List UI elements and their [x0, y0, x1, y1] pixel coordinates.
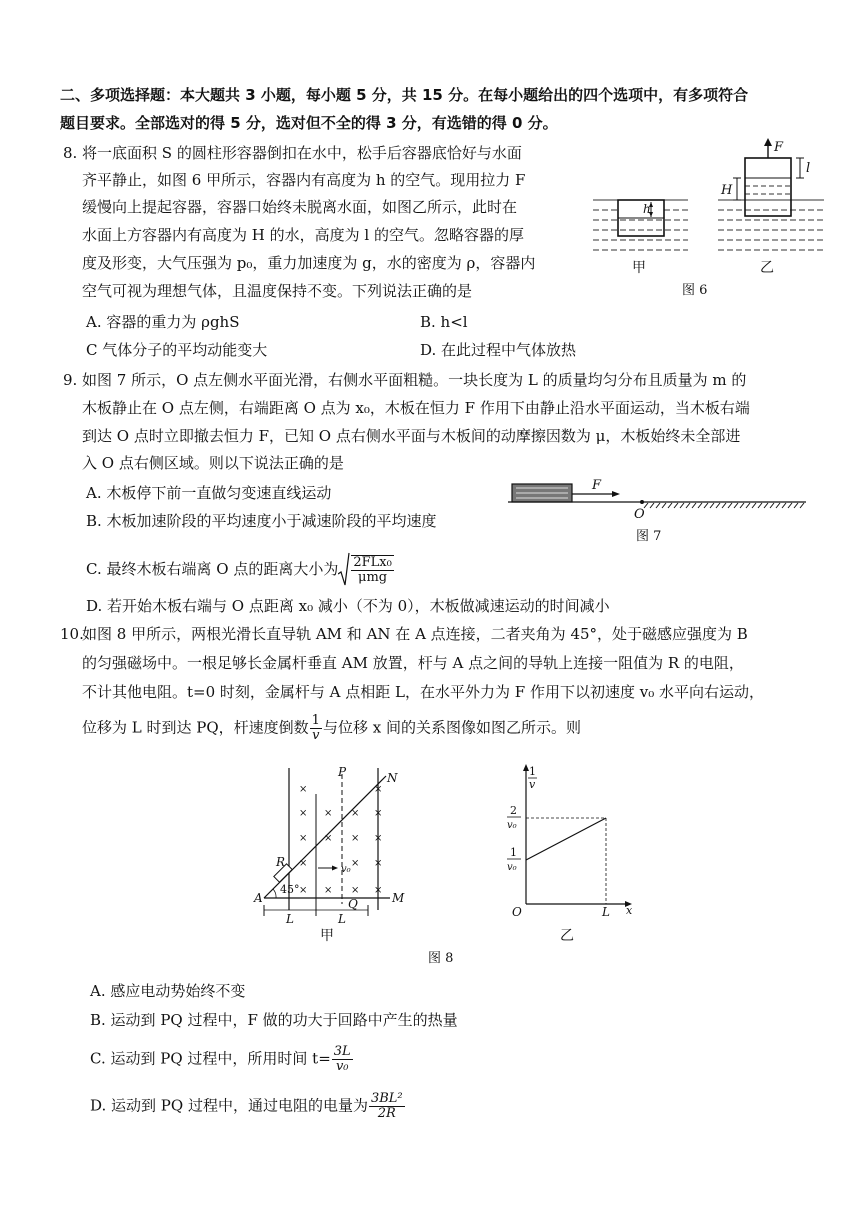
fig8-graph-tick2-den: v₀ — [507, 820, 517, 831]
svg-text:×: × — [351, 833, 360, 844]
fig8-v0-label: v₀ — [341, 864, 351, 875]
q8-line2: 齐平静止，如图 6 甲所示，容器内有高度为 h 的空气。现用拉力 F — [82, 171, 526, 189]
fig6-right-water — [718, 186, 824, 250]
fig8-M-label: M — [392, 891, 405, 905]
q10-line4-end: 与位移 x 间的关系图像如图乙所示。则 — [322, 718, 581, 737]
q10-option-d — [90, 1092, 406, 1121]
svg-text:×: × — [351, 858, 360, 869]
q9-option-c-numerator: 2FLx₀ — [353, 555, 392, 570]
fig8-field-crosses — [299, 784, 382, 896]
q10-option-d-numerator: 3BL² — [370, 1091, 403, 1106]
q10-option-c-denominator: v₀ — [335, 1059, 349, 1074]
q10-line3: 不计其他电阻。t=0 时刻，金属杆与 A 点相距 L，在水平外力为 F 作用下以初速度 v₀ 水平向右运动， — [82, 683, 764, 701]
fig8-graph-tick1-den: v₀ — [507, 862, 517, 873]
fig6-h-label: h — [643, 202, 651, 216]
section-header-line2: 题目要求。全部选对的得 5 分，选对但不全的得 3 分，有选错的得 0 分。 — [60, 114, 558, 132]
fig7-F-label: F — [592, 478, 602, 493]
q9-option-c-sqrt — [338, 552, 394, 588]
q9-line3: 到达 O 点时立即撤去恒力 F，已知 O 点右侧水平面与木板间的动摩擦因数为 μ，木板始终未全部进 — [82, 427, 741, 445]
figure-7 — [508, 476, 808, 546]
fig8-graph-xL: L — [602, 905, 610, 919]
q10-option-c-text: C. 运动到 PQ 过程中，所用时间 t= — [90, 1049, 331, 1068]
q10-option-d-denominator: 2R — [377, 1106, 396, 1121]
fig8-left-label: 甲 — [320, 928, 334, 944]
q9-number: 9. — [63, 371, 78, 389]
q8-option-c: C 气体分子的平均动能变大 — [86, 341, 268, 359]
q10-option-a: A. 感应电动势始终不变 — [90, 982, 246, 1000]
q10-line2: 的匀强磁场中。一根足够长金属杆垂直 AM 放置，杆与 A 点之间的导轨上连接一阻值为 R 的电阻， — [82, 654, 744, 672]
fig6-right-container — [745, 158, 791, 216]
fig8-angle-label: 45° — [280, 883, 300, 896]
q8-line3: 缓慢向上提起容器，容器口始终未脱离水面，如图乙所示，此时在 — [82, 198, 518, 216]
q10-option-c-numerator: 3L — [333, 1044, 351, 1059]
q8-option-b: B. h<l — [420, 313, 468, 331]
svg-text:×: × — [351, 885, 360, 896]
fig8-graph-ylabel-den: v — [529, 778, 536, 791]
fig8-graph-ylabel-num: 1 — [529, 765, 536, 778]
fig8-graph-tick1-num: 1 — [510, 846, 517, 859]
svg-text:×: × — [299, 784, 308, 795]
svg-text:×: × — [374, 885, 383, 896]
q10-frac-one: 1 — [311, 713, 320, 728]
svg-text:×: × — [299, 808, 308, 819]
svg-text:×: × — [374, 858, 383, 869]
fig6-left-label: 甲 — [632, 260, 646, 276]
q9-option-b: B. 木板加速阶段的平均速度小于减速阶段的平均速度 — [86, 512, 437, 530]
fig8-Q-label: Q — [348, 897, 358, 911]
fig8-graph-xlabel: x — [626, 904, 633, 917]
q9-option-d: D. 若开始木板右端与 O 点距离 x₀ 减小（不为 0），木板做减速运动的时间减小 — [86, 597, 610, 615]
svg-text:×: × — [299, 885, 308, 896]
fig6-H-label: H — [721, 183, 733, 198]
q8-option-d: D. 在此过程中气体放热 — [420, 341, 577, 359]
fig6-right-label: 乙 — [760, 260, 774, 276]
q9-option-c — [86, 552, 395, 588]
fig8-A-label: A — [254, 891, 263, 905]
fig7-point-O — [640, 500, 644, 504]
q9-line2: 木板静止在 O 点左侧，右端距离 O 点为 x₀，木板在恒力 F 作用下由静止沿水平面运动，当木板右端 — [82, 399, 750, 417]
fig8-N-label: N — [387, 771, 398, 785]
fig8-R-label: R — [276, 855, 286, 869]
q8-line5: 度及形变，大气压强为 p₀，重力加速度为 g，水的密度为 ρ，容器内 — [82, 254, 536, 272]
q10-option-c — [90, 1045, 354, 1074]
fig8-graph-origin: O — [512, 905, 522, 919]
fig8-L-label-1: L — [286, 912, 294, 926]
fig7-O-label: O — [634, 507, 645, 522]
svg-text:×: × — [374, 784, 383, 795]
fig6-caption: 图 6 — [682, 283, 708, 298]
svg-text:×: × — [351, 808, 360, 819]
fig8-right-label: 乙 — [560, 928, 574, 944]
fig8-graph-line — [526, 818, 606, 860]
q8-number: 8. — [63, 144, 78, 162]
q10-frac-v: v — [312, 728, 320, 743]
svg-text:×: × — [374, 808, 383, 819]
fig8-graph-tick2-num: 2 — [510, 804, 517, 817]
q9-option-c-text: C. 最终木板右端离 O 点的距离大小为 — [86, 560, 339, 578]
q8-option-a: A. 容器的重力为 ρghS — [86, 313, 240, 331]
q9-line4: 入 O 点右侧区域。则以下说法正确的是 — [82, 454, 344, 472]
q10-line1: 如图 8 甲所示，两根光滑长直导轨 AM 和 AN 在 A 点连接，二者夹角为 45°，处于磁感应强度为 B — [82, 625, 748, 643]
q10-option-d-text: D. 运动到 PQ 过程中，通过电阻的电量为 — [90, 1096, 368, 1115]
fig6-F-label: F — [774, 140, 784, 155]
q9-option-a: A. 木板停下前一直做匀变速直线运动 — [86, 484, 332, 502]
q8-line4: 水面上方容器内有高度为 H 的水，高度为 l 的空气。忽略容器的厚 — [82, 226, 524, 244]
q10-option-b: B. 运动到 PQ 过程中，F 做的功大于回路中产生的热量 — [90, 1011, 458, 1029]
fig7-caption: 图 7 — [636, 529, 662, 544]
svg-text:×: × — [299, 858, 308, 869]
q10-number: 10. — [60, 625, 84, 643]
svg-text:×: × — [324, 885, 333, 896]
fig8-caption: 图 8 — [428, 951, 454, 964]
svg-text:×: × — [324, 833, 333, 844]
svg-text:×: × — [324, 808, 333, 819]
q9-line1: 如图 7 所示，O 点左侧水平面光滑，右侧水平面粗糙。一块长度为 L 的质量均匀分布且质量为 m 的 — [82, 371, 747, 389]
section-header-line1: 二、多项选择题：本大题共 3 小题，每小题 5 分，共 15 分。在每小题给出的四个选项中，有多项符合 — [60, 86, 749, 104]
fig6-left-water — [593, 200, 688, 250]
svg-text:×: × — [374, 833, 383, 844]
fig6-l-label: l — [806, 161, 811, 176]
q10-line4-start: 位移为 L 时到达 PQ，杆速度倒数 — [82, 718, 309, 737]
figure-6 — [588, 138, 828, 300]
q8-line6: 空气可视为理想气体，且温度保持不变。下列说法正确的是 — [82, 282, 473, 300]
fig7-rough-hatch — [644, 503, 804, 508]
fig8-L-label-2: L — [338, 912, 346, 926]
q8-line1: 将一底面积 S 的圆柱形容器倒扣在水中，松手后容器底恰好与水面 — [82, 144, 522, 162]
figure-8 — [250, 764, 650, 964]
q10-line4 — [82, 714, 581, 743]
fig8-P-label: P — [338, 765, 347, 779]
q9-option-c-denominator: μmg — [358, 570, 388, 585]
svg-text:×: × — [299, 833, 308, 844]
